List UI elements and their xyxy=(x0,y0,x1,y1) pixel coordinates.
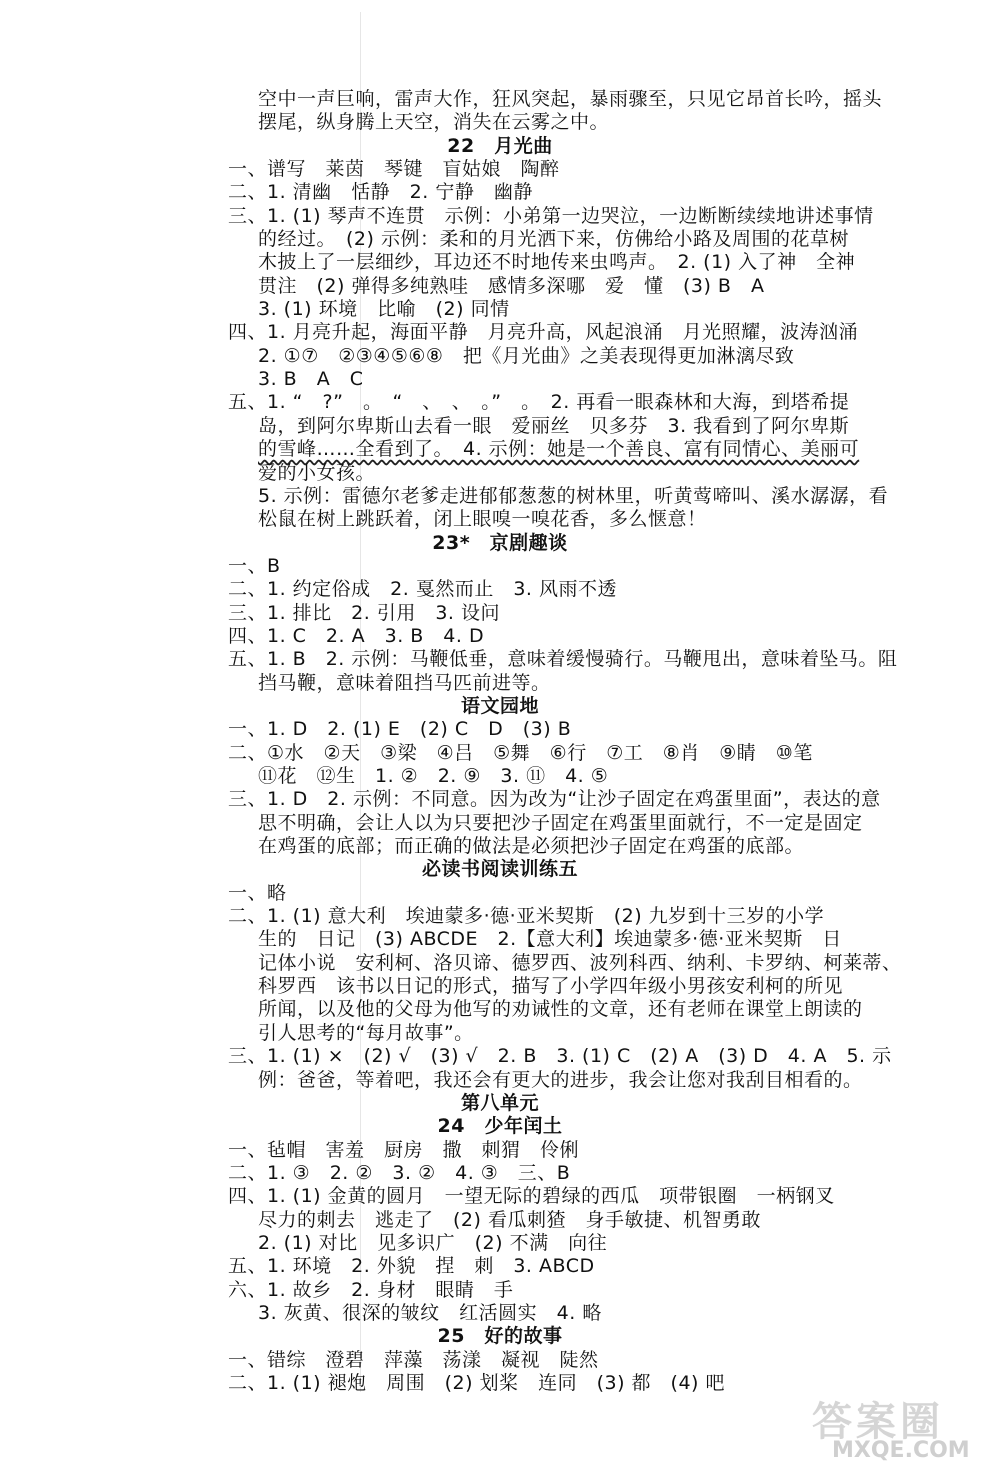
text-line: 二、①水 ②天 ③梁 ④吕 ⑤舞 ⑥行 ⑦工 ⑧肖 ⑨睛 ⑩笔 xyxy=(228,742,813,764)
text-line: 摆尾，纵身腾上天空，消失在云雾之中。 xyxy=(258,111,610,133)
text-line: 一、B xyxy=(228,555,281,577)
watermark xyxy=(812,1390,994,1466)
text-line: 二、1. (1) 意大利 埃迪蒙多·德·亚米契斯 (2) 九岁到十三岁的小学 xyxy=(228,905,825,927)
text-line: 爱的小女孩。 xyxy=(258,462,376,484)
text-line: 二、1. ③ 2. ② 3. ② 4. ③ 三、B xyxy=(228,1162,571,1184)
text-line: 五、1. 环境 2. 外貌 捏 刺 3. ABCD xyxy=(228,1255,595,1277)
section-heading: 22 月光曲 xyxy=(447,135,553,157)
text-line: 二、1. 清幽 恬静 2. 宁静 幽静 xyxy=(228,181,533,203)
text-line: 科罗西 该书以日记的形式，描写了小学四年级小男孩安利柯的所见 xyxy=(258,975,844,997)
text-line: 引人思考的“每月故事”。 xyxy=(258,1022,474,1044)
wavy-underlined-line: 的雪峰……全看到了。 4. 示例：她是一个善良、富有同情心、美丽可 xyxy=(258,438,860,460)
watermark-url: MXQE.COM xyxy=(832,1438,970,1463)
text-line: 一、错综 澄碧 萍藻 荡漾 凝视 陡然 xyxy=(228,1349,599,1371)
text-line: 的经过。 (2) 示例：柔和的月光洒下来，仿佛给小路及周围的花草树 xyxy=(258,228,849,250)
text-line: 二、1. (1) 褪炮 周围 (2) 划桨 连同 (3) 都 (4) 吧 xyxy=(228,1372,725,1394)
text-line: 三、1. 排比 2. 引用 3. 设问 xyxy=(228,602,501,624)
text-line: 五、1. “ ?” 。 “ 、 、 。” 。 2. 再看一眼森林和大海，到塔希提 xyxy=(228,391,850,413)
text-line: 2. ①⑦ ②③④⑤⑥⑧ 把《月光曲》之美表现得更加淋漓尽致 xyxy=(258,345,795,367)
text-line: 五、1. B 2. 示例：马鞭低垂，意味着缓慢骑行。马鞭甩出，意味着坠马。阻 xyxy=(228,648,898,670)
text-line: 贯注 (2) 弹得多纯熟哇 感情多深哪 爱 懂 (3) B A xyxy=(258,275,765,297)
text-line: 记体小说 安利柯、洛贝谛、德罗西、波列科西、纳利、卡罗纳、柯莱蒂、 xyxy=(258,952,902,974)
text-line: 四、1. C 2. A 3. B 4. D xyxy=(228,625,485,647)
text-line: 三、1. D 2. 示例：不同意。因为改为“让沙子固定在鸡蛋里面”，表达的意 xyxy=(228,788,881,810)
section-heading: 必读书阅读训练五 xyxy=(421,858,578,880)
text-line: 3. B A C xyxy=(258,368,364,390)
text-line: 岛，到阿尔卑斯山去看一眼 爱丽丝 贝多芬 3. 我看到了阿尔卑斯 xyxy=(258,415,850,437)
text-line: 三、1. (1) 琴声不连贯 示例：小弟第一边哭泣，一边断断续续地讲述事情 xyxy=(228,205,874,227)
text-line: 一、1. D 2. (1) E (2) C D (3) B xyxy=(228,718,572,740)
section-heading: 23* 京剧趣谈 xyxy=(432,532,568,554)
text-line: 松鼠在树上跳跃着，闭上眼嗅一嗅花香，多么惬意！ xyxy=(258,508,707,530)
text-line: 生的 日记 (3) ABCDE 2.【意大利】埃迪蒙多·德·亚米契斯 日 xyxy=(258,928,842,950)
text-line: 二、1. 约定俗成 2. 戛然而止 3. 风雨不透 xyxy=(228,578,618,600)
text-line: 在鸡蛋的底部；而正确的做法是必须把沙子固定在鸡蛋的底部。 xyxy=(258,835,805,857)
text-line: 2. (1) 对比 见多识广 (2) 不满 向往 xyxy=(258,1232,608,1254)
watermark-logo: 答案圈 xyxy=(812,1399,944,1445)
text-line: 一、略 xyxy=(228,882,287,904)
section-heading: 第八单元 xyxy=(460,1092,539,1114)
text-line: 一、谱写 莱茵 琴键 盲姑娘 陶醉 xyxy=(228,158,560,180)
text-line: 尽力的刺去 逃走了 (2) 看瓜刺猹 身手敏捷、机智勇敢 xyxy=(258,1209,761,1231)
text-line: 例：爸爸，等着吧，我还会有更大的进步，我会让您对我刮目相看的。 xyxy=(258,1069,863,1091)
text-line: 3. (1) 环境 比喻 (2) 同情 xyxy=(258,298,510,320)
text-line: 3. 灰黄、很深的皱纹 红活圆实 4. 略 xyxy=(258,1302,602,1324)
text-line: 三、1. (1) × (2) √ (3) √ 2. B 3. (1) C (2) A (3) D 4. A 5. 示 xyxy=(228,1045,892,1067)
text-line: 空中一声巨响，雷声大作，狂风突起，暴雨骤至，只见它昂首长吟，摇头 xyxy=(258,88,883,110)
text-line: 木披上了一层细纱，耳边还不时地传来虫鸣声。 2. (1) 入了神 全神 xyxy=(258,251,856,273)
text-line: ⑪花 ⑫生 1. ② 2. ⑨ 3. ⑪ 4. ⑤ xyxy=(258,765,609,787)
text-line: 四、1. (1) 金黄的圆月 一望无际的碧绿的西瓜 项带银圈 一柄钢叉 xyxy=(228,1185,835,1207)
section-heading: 24 少年闰土 xyxy=(437,1115,563,1137)
text-line: 挡马鞭，意味着阻挡马匹前进等。 xyxy=(258,672,551,694)
section-heading: 语文园地 xyxy=(460,695,539,717)
section-heading: 25 好的故事 xyxy=(437,1325,563,1347)
text-line: 5. 示例：雷德尔老爹走进郁郁葱葱的树林里，听黄莺啼叫、溪水潺潺，看 xyxy=(258,485,889,507)
text-line: 思不明确，会让人以为只要把沙子固定在鸡蛋里面就行，不一定是固定 xyxy=(258,812,863,834)
text-line: 六、1. 故乡 2. 身材 眼睛 手 xyxy=(228,1279,514,1301)
text-line: 四、1. 月亮升起，海面平静 月亮升高，风起浪涌 月光照耀，波涛汹涌 xyxy=(228,321,859,343)
text-line: 所闻，以及他的父母为他写的劝诫性的文章，还有老师在课堂上朗读的 xyxy=(258,998,863,1020)
text-line: 一、毡帽 害羞 厨房 撒 刺猬 伶俐 xyxy=(228,1139,580,1161)
